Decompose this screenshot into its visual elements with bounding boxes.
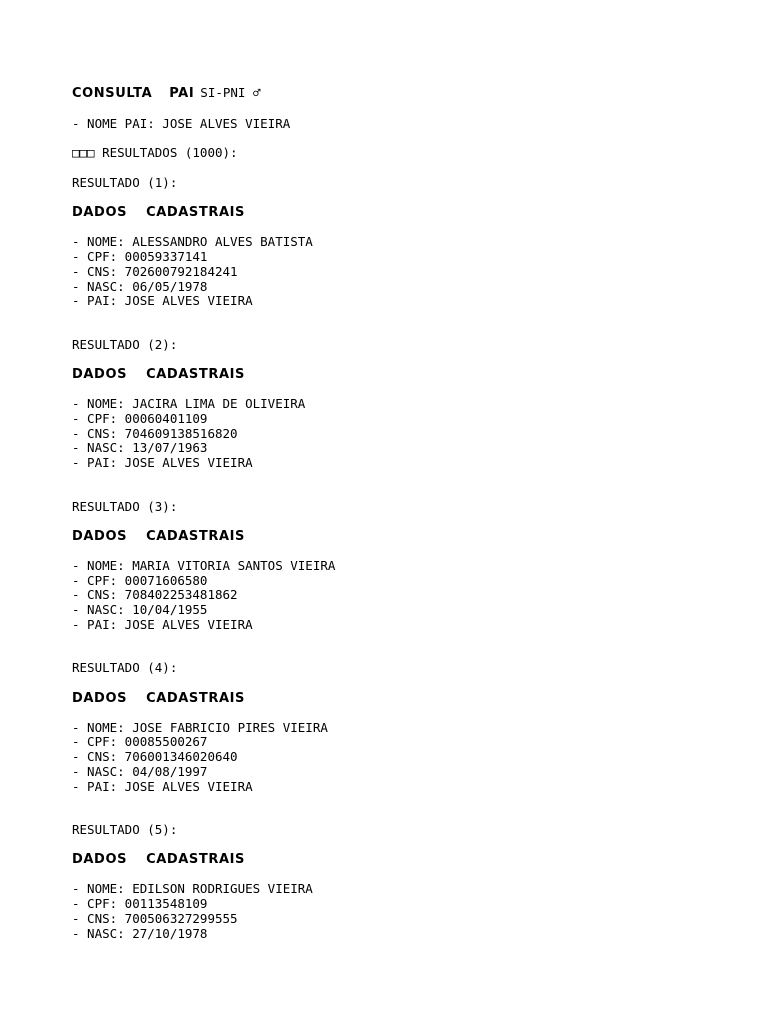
field-cpf: - CPF: 00071606580: [72, 572, 208, 588]
result-label: RESULTADO (5):: [72, 822, 178, 838]
section-title-word-dados: DADOS: [72, 528, 128, 544]
field-nome: - NOME: JACIRA LIMA DE OLIVEIRA: [72, 396, 306, 412]
field-nome: - NOME: ALESSANDRO ALVES BATISTA: [72, 234, 313, 250]
section-title: [72, 852, 752, 868]
section-title-word-dados: DADOS: [72, 367, 128, 383]
field-cns: - CNS: 700506327299555: [72, 911, 238, 926]
section-title-word-cadastrais: CADASTRAIS: [146, 690, 246, 706]
field-cpf: - CPF: 00085500267: [72, 734, 208, 750]
field-nome: - NOME: JOSE FABRICIO PIRES VIEIRA: [72, 719, 328, 735]
field-cns: - CNS: 704609138516820: [72, 425, 238, 441]
field-pai: - PAI: JOSE ALVES VIEIRA: [72, 455, 253, 471]
field-cpf: - CPF: 00113548109: [72, 896, 208, 912]
result-label: RESULTADO (3):: [72, 498, 178, 514]
section-title: [72, 205, 752, 221]
section-title-word-dados: DADOS: [72, 205, 128, 221]
field-cns: - CNS: 708402253481862: [72, 587, 238, 603]
document-page: [72, 86, 752, 942]
field-nome: - NOME: MARIA VITORIA SANTOS VIEIRA: [72, 557, 336, 573]
result-block: [72, 661, 752, 823]
result-block: [72, 338, 752, 500]
header-suffix: SI-PNI ♂: [200, 85, 261, 100]
field-pai: - PAI: JOSE ALVES VIEIRA: [72, 293, 253, 309]
header-word-pai: PAI: [169, 86, 195, 101]
result-block: [72, 176, 752, 338]
section-title-word-cadastrais: CADASTRAIS: [146, 367, 246, 383]
result-label: RESULTADO (2):: [72, 336, 178, 352]
results-count: □□□ RESULTADOS (1000):: [72, 145, 238, 161]
header-word-consulta: CONSULTA: [72, 86, 153, 101]
field-cns: - CNS: 706001346020640: [72, 749, 238, 765]
document-header: [72, 86, 752, 102]
field-cpf: - CPF: 00059337141: [72, 249, 208, 265]
field-cns: - CNS: 702600792184241: [72, 263, 238, 279]
section-title-word-dados: DADOS: [72, 852, 128, 868]
field-nasc: - NASC: 04/08/1997: [72, 764, 208, 780]
field-nasc: - NASC: 06/05/1978: [72, 278, 208, 294]
section-title: [72, 367, 752, 383]
field-nasc: - NASC: 27/10/1978: [72, 925, 208, 941]
field-nasc: - NASC: 13/07/1963: [72, 440, 208, 456]
field-pai: - PAI: JOSE ALVES VIEIRA: [72, 778, 253, 794]
section-title-word-cadastrais: CADASTRAIS: [146, 205, 246, 221]
section-title-word-cadastrais: CADASTRAIS: [146, 528, 246, 544]
result-block: [72, 500, 752, 662]
field-nome: - NOME: EDILSON RODRIGUES VIEIRA: [72, 881, 313, 897]
section-title: [72, 691, 752, 707]
section-title-word-cadastrais: CADASTRAIS: [146, 852, 246, 868]
results-list: [72, 176, 752, 942]
field-nasc: - NASC: 10/04/1955: [72, 602, 208, 618]
query-line: - NOME PAI: JOSE ALVES VIEIRA: [72, 115, 291, 131]
result-block: [72, 823, 752, 941]
result-label: RESULTADO (1):: [72, 174, 178, 190]
section-title: [72, 529, 752, 545]
field-pai: - PAI: JOSE ALVES VIEIRA: [72, 617, 253, 633]
result-label: RESULTADO (4):: [72, 660, 178, 676]
section-title-word-dados: DADOS: [72, 690, 128, 706]
field-cpf: - CPF: 00060401109: [72, 410, 208, 426]
